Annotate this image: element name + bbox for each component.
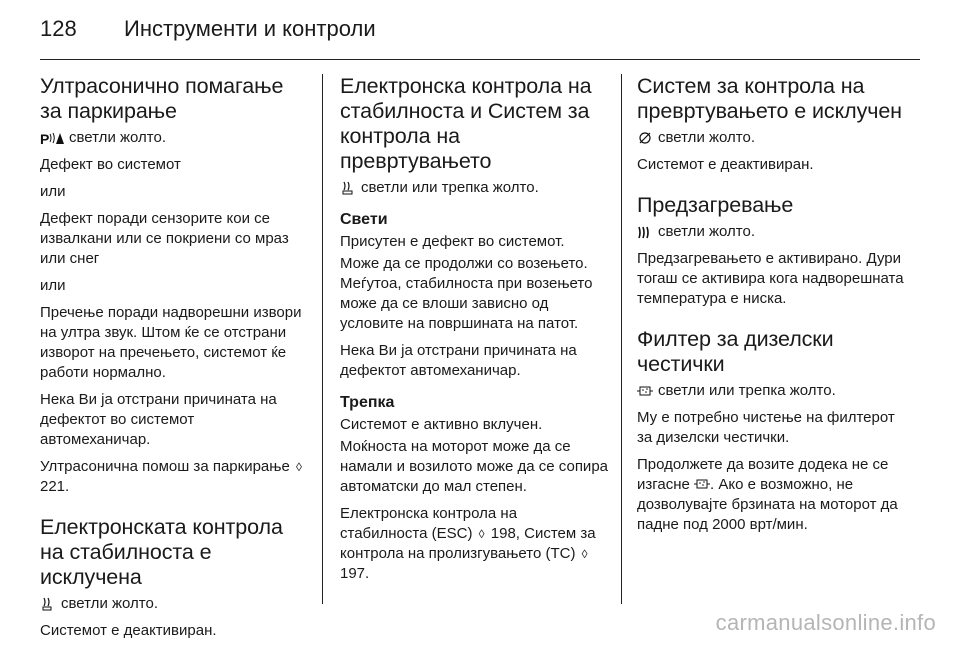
preheat-coil-icon xyxy=(637,224,653,240)
column-divider xyxy=(621,74,622,604)
column-divider xyxy=(322,74,323,604)
diesel-particle-filter-icon xyxy=(637,383,653,399)
page-reference-icon[interactable]: ◊ xyxy=(581,547,588,561)
paragraph: Предзагревањето е активирано. Дури тогаш се активира кога надворешната температура е ниска. xyxy=(637,250,904,307)
status-line: светли жолто. xyxy=(637,222,907,242)
page-link[interactable]: 198, Систем за контрола на пролизгувањето (TC) xyxy=(340,525,596,562)
section-heading: Електронска контрола на стабилноста и Систем за контрола на превртувањето xyxy=(340,74,592,173)
paragraph: Му е потребно чистење на филтерот за дизелски честички. xyxy=(637,409,895,446)
paragraph: Системот е деактивиран. xyxy=(40,622,217,639)
esc-off-icon xyxy=(40,596,56,612)
section-heading: Предзагревање xyxy=(637,193,794,217)
subheading: Трепка xyxy=(340,394,395,411)
page-link[interactable]: 197. xyxy=(340,565,370,582)
column-right xyxy=(637,74,907,542)
header-rule xyxy=(40,59,920,60)
page-number: 128 xyxy=(40,16,77,41)
page-link[interactable]: 221. xyxy=(40,478,70,495)
column-left xyxy=(40,74,308,648)
page-reference-icon[interactable]: ◊ xyxy=(478,527,485,541)
paragraph: или xyxy=(40,183,66,200)
paragraph: Пречење поради надворешни извори на ултра звук. Штом ќе се отстрани изворот на пречењето, системот ќе работи нормално. xyxy=(40,304,302,381)
esc-icon xyxy=(340,180,356,196)
section-heading: Електронската контрола на стабилноста е исклучена xyxy=(40,515,283,589)
diesel-particle-filter-icon xyxy=(694,476,710,492)
paragraph: Нека Ви ја отстрани причината на дефектот во системот автомеханичар. xyxy=(40,391,277,448)
paragraph: Дефект поради сензорите кои се извалкани или се покриени со мраз или снег xyxy=(40,210,289,267)
page-reference-icon[interactable]: ◊ xyxy=(296,460,302,474)
status-line: светли жолто. xyxy=(637,128,907,148)
status-line: P светли жолто. xyxy=(40,129,166,146)
status-line: светли или трепка жолто. xyxy=(637,381,907,401)
watermark: carmanualsonline.info xyxy=(715,610,936,635)
status-line: светли или трепка жолто. xyxy=(340,178,608,198)
paragraph: Моќноста на моторот може да се намали и возилото може да се сопира автоматски до мал степен. xyxy=(340,438,609,495)
paragraph: Системот е активно вклучен. xyxy=(340,416,543,433)
status-line: светли жолто. xyxy=(40,594,308,614)
paragraph: Може да се продолжи со возењето. Меѓутоа, стабилноста при возењето може да се влоши зависно од условите на површината на патот. xyxy=(340,255,593,332)
paragraph: Ултрасонична помош за паркирање ◊ 221. xyxy=(40,457,308,497)
paragraph: Системот е деактивиран. xyxy=(637,156,814,173)
paragraph: или xyxy=(40,277,66,294)
paragraph: Електронска контрола на стабилноста (ESC) ◊ 198, Систем за контрола на пролизгувањето (TC) ◊ 197. xyxy=(340,505,596,582)
section-heading: Ултрасонично помагање за паркирање xyxy=(40,74,284,123)
paragraph: Дефект во системот xyxy=(40,156,181,173)
running-title: Инструменти и контроли xyxy=(124,16,376,41)
subheading: Свети xyxy=(340,211,388,228)
section-heading: Систем за контрола на превртувањето е исклучен xyxy=(637,74,902,123)
section-heading: Филтер за дизелски честички xyxy=(637,327,834,376)
svg-text:P: P xyxy=(40,131,50,146)
paragraph: Присутен е дефект во системот. xyxy=(340,233,565,250)
column-middle xyxy=(340,74,608,591)
paragraph: Нека Ви ја отстрани причината на дефектот автомеханичар. xyxy=(340,342,577,379)
paragraph: Продолжете да возите додека не се изгасне . Ако е возможно, не дозволувајте брзината на моторот да падне под 2000 врт/мин. xyxy=(637,456,898,533)
page-header xyxy=(40,16,920,48)
rollover-off-icon xyxy=(637,130,653,146)
parking-assist-icon xyxy=(40,130,64,146)
